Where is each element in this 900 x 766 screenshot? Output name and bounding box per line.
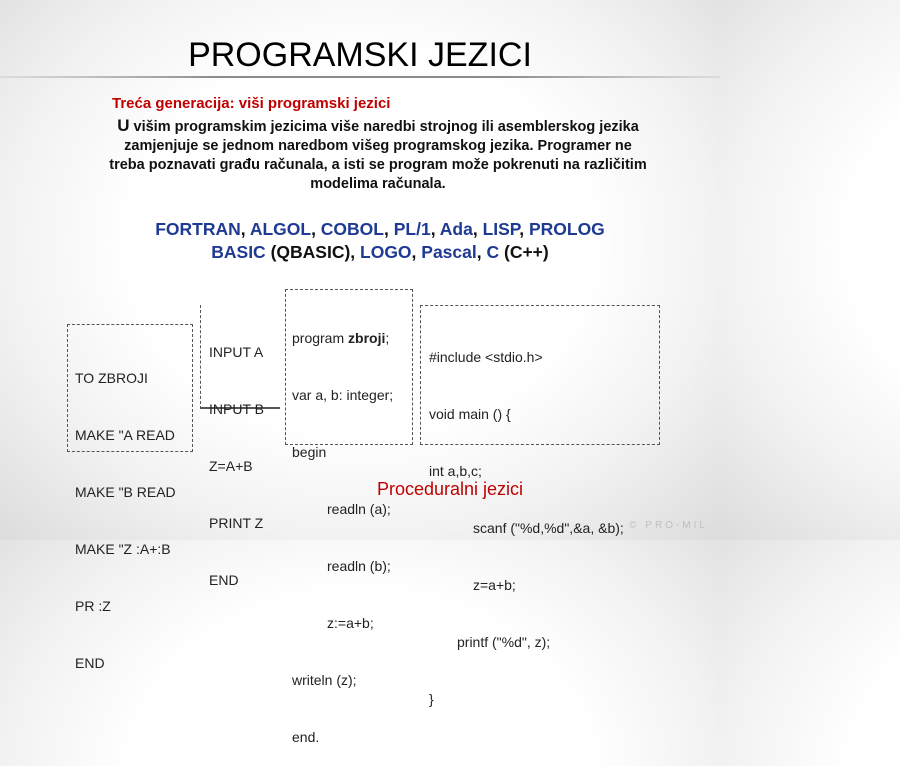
language-algol: ALGOL	[249, 219, 312, 239]
code-line: PRINT Z	[209, 515, 264, 531]
code-line	[292, 329, 412, 348]
code-line: INPUT A	[209, 344, 264, 360]
code-line: INPUT B	[209, 401, 264, 417]
language-separator: ,	[311, 219, 321, 239]
pascal-code-example	[285, 289, 413, 745]
code-line: scanf ("%d,%d",&a, &b);	[473, 520, 624, 536]
code-line: writeln (z);	[292, 672, 357, 688]
intro-text: višim programskim jezicima više naredbi strojnog ili asemblerskog jezika zamjenjuje se jednom naredbom višeg programskog jezika. Programer ne treba poznavati građu računala, a isti se program može pokrenuti na različitim modelima računala.	[109, 119, 647, 192]
language-pascal: Pascal	[421, 242, 477, 262]
code-line: END	[209, 572, 239, 588]
language-separator: ,	[519, 219, 529, 239]
code-line: #include <stdio.h>	[429, 349, 543, 365]
language-separator: ,	[476, 242, 487, 262]
language-separator: (C++)	[499, 242, 549, 262]
code-line: printf ("%d", z);	[457, 634, 551, 650]
code-line: readln (a);	[327, 501, 391, 517]
code-line: Z=A+B	[209, 458, 253, 474]
language-separator: ,	[472, 219, 483, 239]
watermark-logo: © PRO-MIL	[629, 520, 708, 531]
language-prolog: PROLOG	[528, 219, 605, 239]
code-line: z:=a+b;	[327, 615, 374, 631]
language-list	[60, 218, 700, 264]
language-separator: ,	[411, 242, 422, 262]
logo-code-example	[67, 324, 193, 671]
code-line: MAKE "Z :A+:B	[75, 541, 171, 557]
code-line: readln (b);	[327, 558, 391, 574]
slide-title: PROGRAMSKI JEZICI	[188, 36, 532, 74]
code-line: var a, b: integer;	[292, 387, 394, 403]
code-line: MAKE "B READ	[75, 484, 176, 500]
language-line-1	[60, 218, 700, 241]
language-cobol: COBOL	[320, 219, 384, 239]
caption-procedural-languages: Proceduralni jezici	[376, 479, 524, 499]
language-separator: (QBASIC),	[265, 242, 361, 262]
basic-code-example	[200, 305, 280, 588]
language-ada: Ada	[439, 219, 473, 239]
program-name: zbroji	[348, 330, 386, 346]
section-subtitle: Treća generacija: viši programski jezici	[112, 95, 391, 112]
intro-first-letter: U	[117, 116, 130, 135]
code-line: MAKE "A READ	[75, 427, 175, 443]
code-line: PR :Z	[75, 598, 111, 614]
code-keyword: program	[292, 330, 349, 346]
code-line: void main () {	[429, 406, 511, 422]
language-pl1: PL/1	[393, 219, 431, 239]
code-line: TO ZBROJI	[75, 370, 148, 386]
title-underline	[0, 76, 720, 78]
code-line: begin	[292, 444, 327, 460]
intro-paragraph	[108, 116, 648, 194]
language-basic: BASIC	[211, 242, 266, 262]
code-line: END	[75, 655, 105, 671]
code-line: }	[429, 691, 434, 707]
code-line: int a,b,c;	[429, 463, 482, 479]
language-line-2	[60, 241, 700, 264]
language-separator: ,	[240, 219, 250, 239]
language-fortran: FORTRAN	[155, 219, 241, 239]
language-c: C	[486, 242, 500, 262]
language-separator: ,	[384, 219, 394, 239]
code-line: z=a+b;	[473, 577, 516, 593]
code-line: end.	[292, 729, 320, 745]
language-lisp: LISP	[482, 219, 520, 239]
code-punctuation: ;	[385, 330, 390, 346]
language-logo: LOGO	[360, 242, 412, 262]
language-separator: ,	[430, 219, 440, 239]
